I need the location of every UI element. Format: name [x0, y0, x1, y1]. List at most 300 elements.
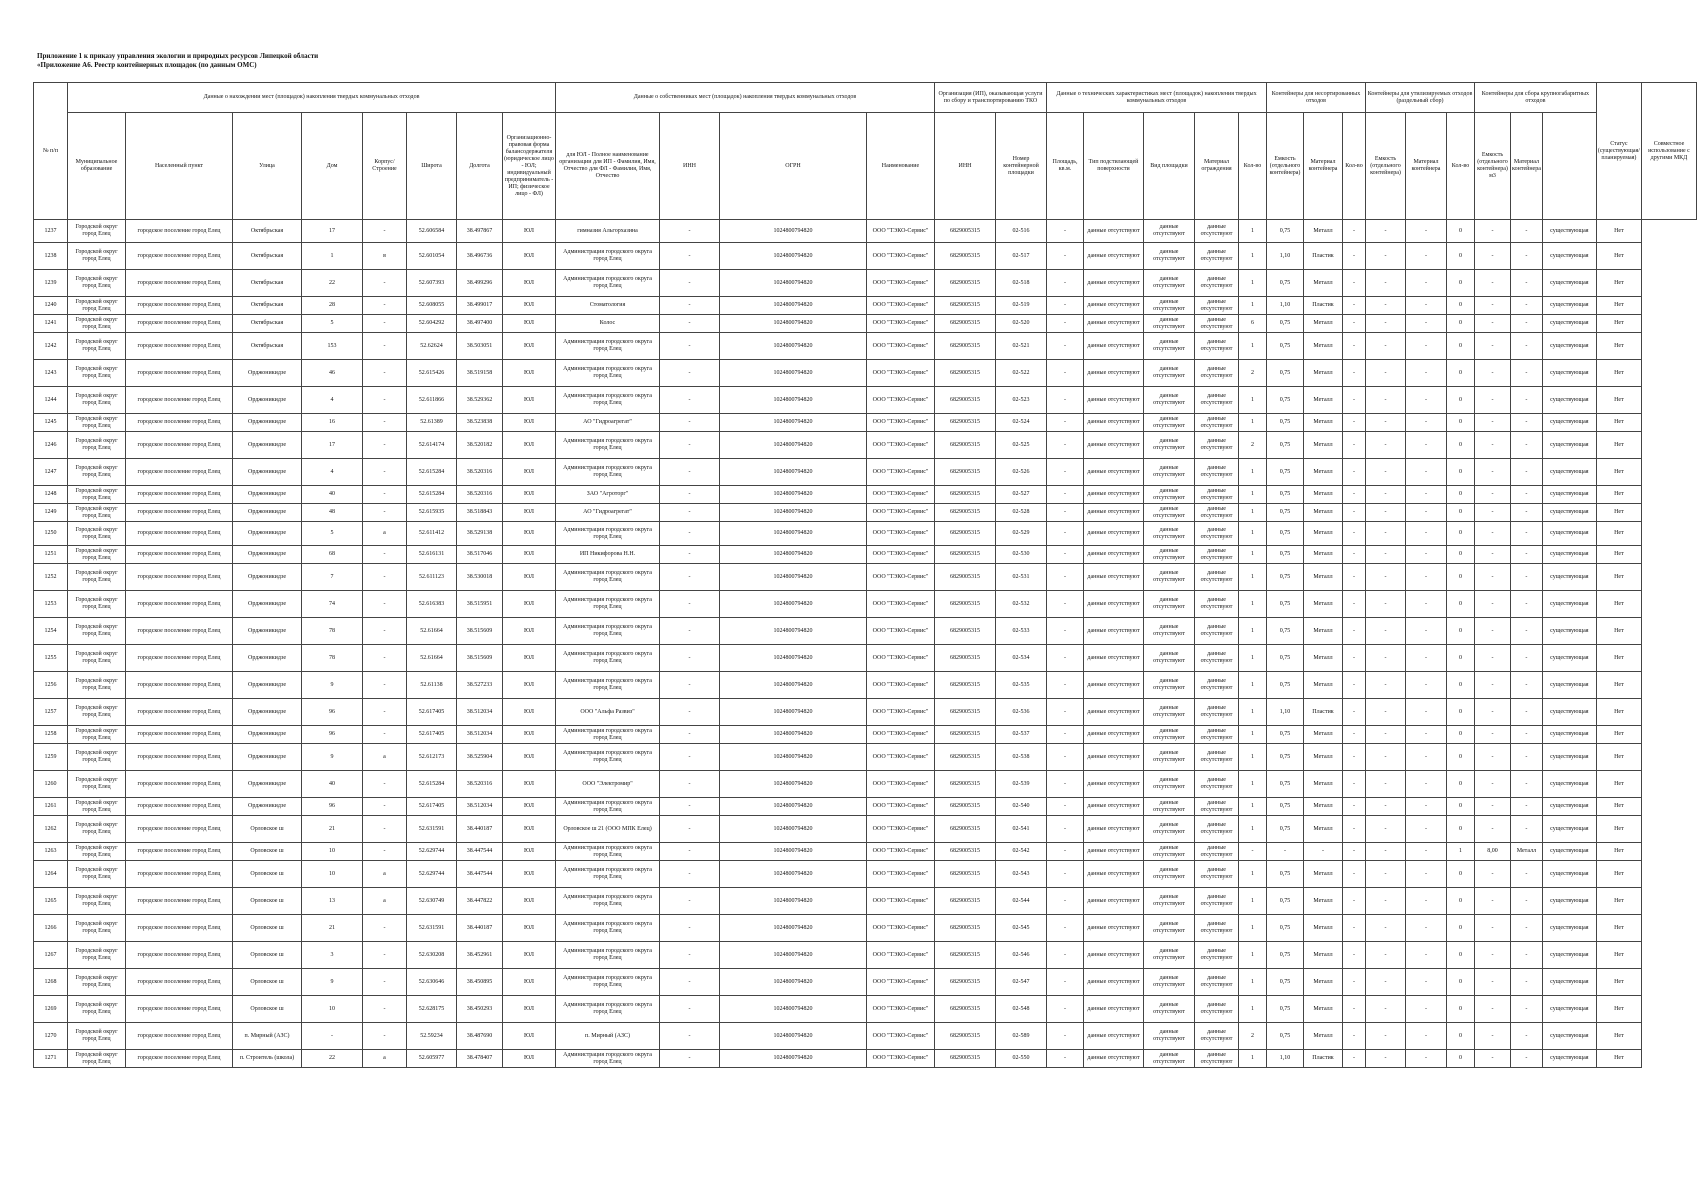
table-cell: Металл [1304, 504, 1343, 522]
table-cell: 02-520 [996, 315, 1047, 333]
table-cell: существующая [1542, 843, 1596, 861]
table-cell: 52.62624 [407, 333, 457, 360]
col-r-qty: Кол-во [1343, 113, 1366, 220]
table-cell: ООО "ТЭКО-Сервис" [867, 915, 935, 942]
table-cell: 02-517 [996, 243, 1047, 270]
table-cell: Городской округ город Елец [68, 888, 126, 915]
table-cell: 0 [1447, 996, 1475, 1023]
table-cell: данные отсутствуют [1084, 243, 1144, 270]
table-cell: данные отсутствуют [1144, 564, 1195, 591]
table-cell: - [363, 333, 407, 360]
table-cell: - [660, 699, 720, 726]
table-cell: 1 [1239, 996, 1267, 1023]
table-cell: Городской округ город Елец [68, 1050, 126, 1068]
table-cell: - [363, 969, 407, 996]
table-cell: существующая [1542, 387, 1596, 414]
table-row [34, 816, 1697, 843]
table-cell: 1 [1239, 861, 1267, 888]
table-cell: 52.615284 [407, 459, 457, 486]
table-cell: Городской округ город Елец [68, 969, 126, 996]
table-cell: Нет [1596, 618, 1641, 645]
table-cell: 6829005315 [935, 645, 996, 672]
table-cell: данные отсутствуют [1084, 618, 1144, 645]
table-cell: 02-537 [996, 726, 1047, 744]
table-cell: 0 [1447, 915, 1475, 942]
table-cell: - [660, 243, 720, 270]
table-cell: 1024800794820 [720, 522, 867, 546]
table-cell: ООО "ТЭКО-Сервис" [867, 969, 935, 996]
table-cell: - [1343, 771, 1366, 798]
table-cell: 1024800794820 [720, 744, 867, 771]
table-cell: 0,75 [1267, 996, 1304, 1023]
table-cell: Орджоникидзе [233, 459, 302, 486]
table-cell: 0 [1447, 243, 1475, 270]
table-cell: 1269 [34, 996, 68, 1023]
table-cell: 0 [1447, 486, 1475, 504]
table-cell: Орловское ш [233, 816, 302, 843]
table-cell: - [660, 297, 720, 315]
table-cell: Металл [1304, 220, 1343, 243]
table-cell: 1024800794820 [720, 315, 867, 333]
table-cell: 0 [1447, 297, 1475, 315]
table-cell: данные отсутствуют [1195, 645, 1239, 672]
table-cell: 1 [1239, 1050, 1267, 1068]
table-cell: 52.61138 [407, 672, 457, 699]
table-cell: 52.607393 [407, 270, 457, 297]
table-cell: - [1366, 744, 1406, 771]
table-cell: - [1475, 387, 1511, 414]
table-cell: ЮЛ [503, 486, 556, 504]
table-cell: 6829005315 [935, 315, 996, 333]
table-cell: ЮЛ [503, 771, 556, 798]
table-cell: ЮЛ [503, 315, 556, 333]
table-cell: ЮЛ [503, 996, 556, 1023]
table-cell: 1 [1447, 843, 1475, 861]
table-cell: - [660, 459, 720, 486]
table-cell: ЮЛ [503, 243, 556, 270]
table-cell: данные отсутствуют [1195, 459, 1239, 486]
table-cell: данные отсутствуют [1195, 333, 1239, 360]
table-cell: 8,00 [1475, 843, 1511, 861]
table-cell: 1024800794820 [720, 996, 867, 1023]
table-cell: 0,75 [1267, 522, 1304, 546]
table-cell: - [1047, 1023, 1084, 1050]
table-cell: - [1343, 744, 1366, 771]
table-cell: Металл [1304, 564, 1343, 591]
table-cell: 16 [302, 414, 363, 432]
table-cell: - [1406, 915, 1447, 942]
table-cell: 6829005315 [935, 798, 996, 816]
table-cell: ЮЛ [503, 1023, 556, 1050]
table-cell: Нет [1596, 504, 1641, 522]
table-cell: 02-521 [996, 333, 1047, 360]
table-cell: 9 [302, 744, 363, 771]
table-cell: 1 [1239, 333, 1267, 360]
registry-table [33, 82, 1697, 1068]
table-cell: 38.450293 [457, 996, 503, 1023]
table-cell: - [660, 220, 720, 243]
table-cell: 02-534 [996, 645, 1047, 672]
table-cell: существующая [1542, 816, 1596, 843]
table-cell: существующая [1542, 414, 1596, 432]
table-cell: 1024800794820 [720, 414, 867, 432]
table-cell: ООО "ТЭКО-Сервис" [867, 315, 935, 333]
table-cell: данные отсутствуют [1144, 843, 1195, 861]
table-cell: 1024800794820 [720, 360, 867, 387]
table-cell: - [1406, 504, 1447, 522]
table-cell: Нет [1596, 798, 1641, 816]
table-cell: 6829005315 [935, 459, 996, 486]
table-cell: данные отсутствуют [1195, 591, 1239, 618]
table-cell: 5 [302, 522, 363, 546]
table-cell: Нет [1596, 522, 1641, 546]
table-cell: 0 [1447, 414, 1475, 432]
table-cell: 21 [302, 915, 363, 942]
table-cell: - [1406, 942, 1447, 969]
table-cell: 02-522 [996, 360, 1047, 387]
table-cell: ООО "ТЭКО-Сервис" [867, 816, 935, 843]
table-cell: 96 [302, 798, 363, 816]
table-cell: - [660, 522, 720, 546]
table-cell: Нет [1596, 1050, 1641, 1068]
table-cell: - [1406, 996, 1447, 1023]
table-cell: 1 [1239, 915, 1267, 942]
table-cell: - [363, 618, 407, 645]
table-cell: - [660, 486, 720, 504]
table-cell: - [363, 996, 407, 1023]
table-cell: 02-544 [996, 888, 1047, 915]
table-cell: гимназия Альгорхазина [556, 220, 660, 243]
table-cell: Орджоникидзе [233, 645, 302, 672]
table-cell: 6829005315 [935, 432, 996, 459]
table-cell: 0,75 [1267, 333, 1304, 360]
table-row [34, 432, 1697, 459]
table-cell: 52.631591 [407, 915, 457, 942]
table-cell: данные отсутствуют [1084, 297, 1144, 315]
table-cell: Металл [1304, 486, 1343, 504]
table-cell: - [1511, 504, 1543, 522]
table-row [34, 243, 1697, 270]
table-cell: 02-538 [996, 744, 1047, 771]
table-cell: - [1511, 771, 1543, 798]
table-cell: - [1406, 645, 1447, 672]
table-cell: - [1406, 771, 1447, 798]
table-cell: Нет [1596, 220, 1641, 243]
table-cell: - [1406, 333, 1447, 360]
group-technical: Данные о технических характеристиках мест (площадок) накопления твердых коммунальных отходов [1047, 83, 1267, 113]
table-cell: городское поселение город Елец [126, 220, 233, 243]
table-cell: данные отсутствуют [1195, 522, 1239, 546]
table-cell: - [660, 315, 720, 333]
table-row [34, 996, 1697, 1023]
table-cell: Орджоникидзе [233, 618, 302, 645]
table-cell: 1248 [34, 486, 68, 504]
table-cell: городское поселение город Елец [126, 564, 233, 591]
table-cell: Октябрьская [233, 333, 302, 360]
table-cell: - [363, 843, 407, 861]
table-cell: данные отсутствуют [1144, 672, 1195, 699]
table-cell: - [660, 726, 720, 744]
table-cell: 1263 [34, 843, 68, 861]
table-cell: - [660, 564, 720, 591]
table-cell: существующая [1542, 888, 1596, 915]
table-cell: 1024800794820 [720, 243, 867, 270]
table-cell: Нет [1596, 270, 1641, 297]
table-cell: - [1511, 699, 1543, 726]
table-cell: городское поселение город Елец [126, 546, 233, 564]
table-cell: - [1343, 699, 1366, 726]
table-cell: Орджоникидзе [233, 672, 302, 699]
table-cell: Орджоникидзе [233, 744, 302, 771]
table-cell: данные отсутствуют [1144, 504, 1195, 522]
table-cell: - [1475, 771, 1511, 798]
table-cell: Нет [1596, 432, 1641, 459]
table-cell: городское поселение город Елец [126, 942, 233, 969]
col-b-qty: Кол-во [1447, 113, 1475, 220]
table-cell: 6829005315 [935, 504, 996, 522]
table-cell: - [660, 414, 720, 432]
table-cell: - [1366, 1050, 1406, 1068]
table-cell: 10 [302, 861, 363, 888]
table-cell: - [1406, 522, 1447, 546]
table-cell: - [1366, 969, 1406, 996]
table-cell: 1024800794820 [720, 591, 867, 618]
table-cell: городское поселение город Елец [126, 816, 233, 843]
table-cell: 0,75 [1267, 861, 1304, 888]
table-cell: 1024800794820 [720, 645, 867, 672]
table-cell: ООО "ТЭКО-Сервис" [867, 699, 935, 726]
table-cell: 0,75 [1267, 771, 1304, 798]
table-cell: - [1475, 243, 1511, 270]
table-cell: Нет [1596, 315, 1641, 333]
table-row [34, 297, 1697, 315]
table-cell: - [1304, 843, 1343, 861]
table-cell: - [1475, 915, 1511, 942]
table-cell: 0,75 [1267, 672, 1304, 699]
table-cell: 52.604292 [407, 315, 457, 333]
table-cell: городское поселение город Елец [126, 699, 233, 726]
table-cell: - [1406, 432, 1447, 459]
col-owner-name: для ЮЛ - Полное наименование организации для ИП - Фамилия, Имя, Отчество для ФЛ - Фамилия, Имя, Отчество [556, 113, 660, 220]
table-cell: данные отсутствуют [1195, 1050, 1239, 1068]
col-capacity: Емкость (отдельного контейнера) [1267, 113, 1304, 220]
table-cell: 1024800794820 [720, 888, 867, 915]
table-cell: - [363, 315, 407, 333]
table-cell: 02-541 [996, 816, 1047, 843]
table-cell: 1 [1239, 618, 1267, 645]
table-cell: 0 [1447, 969, 1475, 996]
table-cell: 1239 [34, 270, 68, 297]
table-cell: Городской округ город Елец [68, 843, 126, 861]
table-cell: 1267 [34, 942, 68, 969]
table-cell: данные отсутствуют [1144, 546, 1195, 564]
table-cell: ООО "ТЭКО-Сервис" [867, 504, 935, 522]
table-cell: 1024800794820 [720, 726, 867, 744]
table-row [34, 486, 1697, 504]
col-street: Улица [233, 113, 302, 220]
table-cell: данные отсутствуют [1144, 333, 1195, 360]
table-cell: существующая [1542, 333, 1596, 360]
table-cell: - [1366, 243, 1406, 270]
table-cell: 1 [1239, 504, 1267, 522]
table-cell: Металл [1304, 996, 1343, 1023]
table-cell: 0,75 [1267, 591, 1304, 618]
table-cell: Администрация городского округа город Елец [556, 888, 660, 915]
table-cell: а [363, 1050, 407, 1068]
header-line-2: «Приложение А6. Реестр контейнерных площадок (по данным ОМС) [37, 61, 257, 69]
table-cell: Орджоникидзе [233, 504, 302, 522]
table-cell: ЮЛ [503, 744, 556, 771]
table-cell: городское поселение город Елец [126, 996, 233, 1023]
table-cell: 0 [1447, 861, 1475, 888]
table-cell: данные отсутствуют [1144, 942, 1195, 969]
table-cell: 52.616131 [407, 546, 457, 564]
table-cell: 6829005315 [935, 744, 996, 771]
table-cell: данные отсутствуют [1084, 486, 1144, 504]
table-cell: 52.628175 [407, 996, 457, 1023]
table-cell: Металл [1304, 459, 1343, 486]
table-cell: 1 [1239, 672, 1267, 699]
table-cell: - [1475, 414, 1511, 432]
table-cell: - [1047, 414, 1084, 432]
table-cell: ЗАО "Агроторг" [556, 486, 660, 504]
table-cell: Нет [1596, 297, 1641, 315]
table-cell: - [1366, 1023, 1406, 1050]
table-cell: 38.515609 [457, 618, 503, 645]
table-cell: 1257 [34, 699, 68, 726]
table-cell: - [1406, 459, 1447, 486]
table-cell: - [660, 996, 720, 1023]
table-cell: 02-547 [996, 969, 1047, 996]
table-cell: данные отсутствуют [1144, 645, 1195, 672]
table-cell: 1266 [34, 915, 68, 942]
table-cell: 0,75 [1267, 504, 1304, 522]
table-cell: ООО "ТЭКО-Сервис" [867, 726, 935, 744]
table-cell: существующая [1542, 1050, 1596, 1068]
table-cell: - [1406, 861, 1447, 888]
table-cell: существующая [1542, 996, 1596, 1023]
table-cell: 02-528 [996, 504, 1047, 522]
table-cell: Орловское ш 21 (ООО МПК Елец) [556, 816, 660, 843]
table-cell: - [1511, 942, 1543, 969]
table-cell: Орловское ш [233, 861, 302, 888]
col-r-material: Материал контейнера [1406, 113, 1447, 220]
table-cell: 0,75 [1267, 387, 1304, 414]
table-cell: - [1343, 243, 1366, 270]
table-cell: Октябрьская [233, 220, 302, 243]
table-cell: Администрация городского округа город Елец [556, 564, 660, 591]
table-cell: - [363, 504, 407, 522]
table-cell: Администрация городского округа город Елец [556, 387, 660, 414]
table-cell: - [1047, 315, 1084, 333]
table-cell: ЮЛ [503, 618, 556, 645]
table-cell: Орджоникидзе [233, 414, 302, 432]
table-cell: Городской округ город Елец [68, 744, 126, 771]
table-cell: ООО "ТЭКО-Сервис" [867, 744, 935, 771]
table-cell: 0,75 [1267, 1023, 1304, 1050]
table-cell: Металл [1304, 387, 1343, 414]
table-cell: Нет [1596, 387, 1641, 414]
table-cell: Городской округ город Елец [68, 798, 126, 816]
table-cell: - [1343, 270, 1366, 297]
col-shared: Совместное использование с другими МКД [1641, 83, 1696, 220]
table-cell: 1245 [34, 414, 68, 432]
table-cell: 52.611123 [407, 564, 457, 591]
table-cell: Орджоникидзе [233, 771, 302, 798]
table-cell: данные отсутствуют [1195, 816, 1239, 843]
table-cell: Орджоникидзе [233, 798, 302, 816]
table-cell: Городской округ город Елец [68, 315, 126, 333]
table-cell: ЮЛ [503, 699, 556, 726]
table-cell: данные отсутствуют [1195, 486, 1239, 504]
table-cell: данные отсутствуют [1084, 645, 1144, 672]
table-cell: 0,75 [1267, 816, 1304, 843]
table-cell: существующая [1542, 270, 1596, 297]
table-cell: Стоматология [556, 297, 660, 315]
table-cell: 1264 [34, 861, 68, 888]
table-cell: 0 [1447, 360, 1475, 387]
table-cell: 02-542 [996, 843, 1047, 861]
table-cell: Металл [1304, 888, 1343, 915]
table-cell: существующая [1542, 522, 1596, 546]
table-cell: - [1343, 996, 1366, 1023]
table-cell: - [1475, 672, 1511, 699]
table-cell: Нет [1596, 771, 1641, 798]
table-cell: - [1047, 996, 1084, 1023]
table-cell: 1262 [34, 816, 68, 843]
table-cell: Администрация городского округа город Елец [556, 942, 660, 969]
col-material: Материал контейнера [1304, 113, 1343, 220]
table-cell: ООО "ТЭКО-Сервис" [867, 486, 935, 504]
table-cell: 153 [302, 333, 363, 360]
table-cell: данные отсутствуют [1144, 699, 1195, 726]
table-cell: - [660, 843, 720, 861]
col-b-material: Материал контейнера [1511, 113, 1543, 220]
table-cell: 52.615426 [407, 360, 457, 387]
table-cell: городское поселение город Елец [126, 1023, 233, 1050]
table-cell: 1253 [34, 591, 68, 618]
table-cell: - [660, 618, 720, 645]
table-cell: данные отсутствуют [1084, 564, 1144, 591]
table-cell: - [1406, 360, 1447, 387]
group-location: Данные о нахождении мест (площадок) накопления твердых коммунальных отходов [68, 83, 556, 113]
col-status: Статус (существующая/планируемая) [1596, 83, 1641, 220]
table-cell: городское поселение город Елец [126, 387, 233, 414]
table-cell: существующая [1542, 969, 1596, 996]
table-cell: - [660, 504, 720, 522]
table-cell: ООО "ТЭКО-Сервис" [867, 618, 935, 645]
table-cell: данные отсутствуют [1084, 888, 1144, 915]
table-cell: существующая [1542, 591, 1596, 618]
table-cell: существующая [1542, 771, 1596, 798]
group-bulky: Контейнеры для сбора крупногабаритных отходов [1475, 83, 1597, 113]
table-row [34, 1023, 1697, 1050]
col-site-no: Номер контейнерной площадки [996, 113, 1047, 220]
table-cell: - [1511, 798, 1543, 816]
table-cell: 6829005315 [935, 843, 996, 861]
table-cell: - [1239, 843, 1267, 861]
table-cell: 38.447544 [457, 843, 503, 861]
table-cell: данные отсутствуют [1195, 888, 1239, 915]
table-cell: - [1366, 888, 1406, 915]
table-cell: 0,75 [1267, 942, 1304, 969]
table-cell: 1 [1239, 816, 1267, 843]
table-cell: городское поселение город Елец [126, 504, 233, 522]
table-cell: 6829005315 [935, 861, 996, 888]
table-cell: 1 [1239, 726, 1267, 744]
table-cell: - [660, 915, 720, 942]
table-cell: 38.440187 [457, 816, 503, 843]
